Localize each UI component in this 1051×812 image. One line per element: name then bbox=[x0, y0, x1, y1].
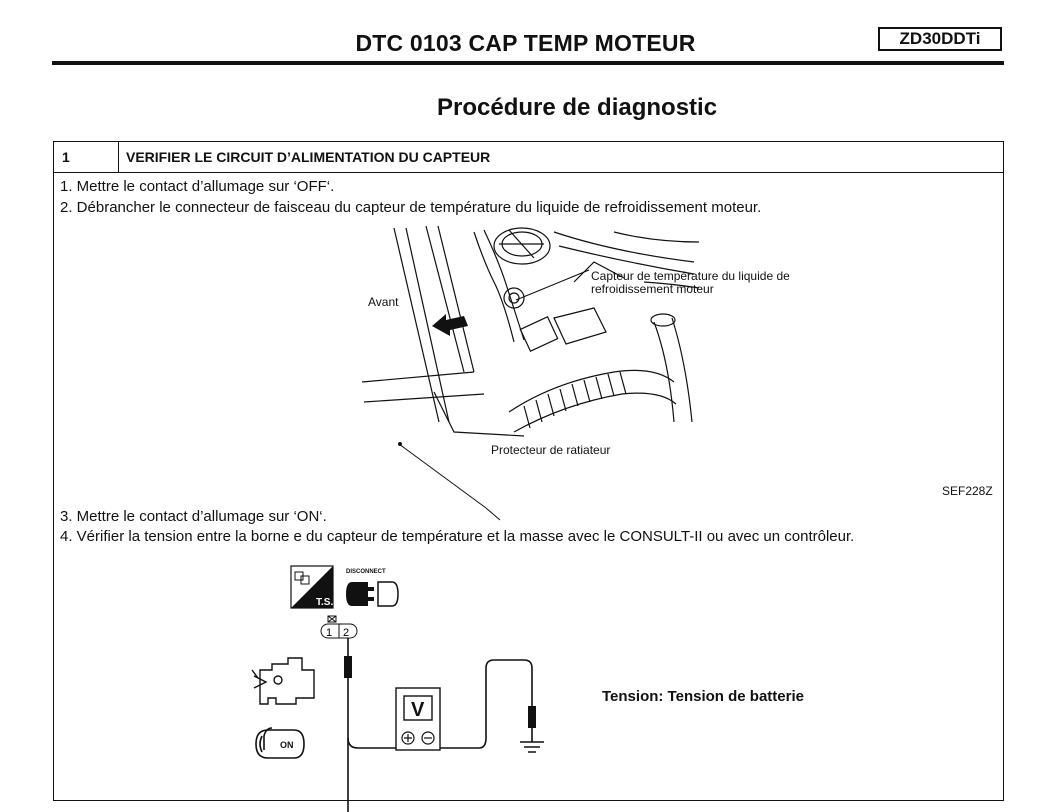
step-number: 1 bbox=[62, 149, 70, 165]
pin-2: 2 bbox=[343, 627, 350, 639]
instruction-1: 1. Mettre le contact d’allumage sur ‘OFF‘. bbox=[60, 178, 335, 195]
engine-code-badge: ZD30DDTi bbox=[878, 27, 1002, 51]
engine-bay-illustration bbox=[54, 222, 1004, 502]
title-rule bbox=[52, 61, 1004, 65]
step-header bbox=[54, 142, 1003, 173]
instruction-3: 3. Mettre le contact d’allumage sur ‘ON‘. bbox=[60, 508, 327, 525]
label-sensor-line1: Capteur de température du liquide de bbox=[591, 269, 790, 283]
pin-1: 1 bbox=[326, 627, 333, 639]
step-divider bbox=[118, 142, 119, 173]
diagnostic-step-table bbox=[53, 141, 1004, 801]
ignition-on-label: ON bbox=[280, 740, 294, 750]
label-front: Avant bbox=[368, 295, 399, 309]
step-title: VERIFIER LE CIRCUIT D’ALIMENTATION DU CAPTEUR bbox=[126, 149, 491, 165]
disconnect-label: DISCONNECT bbox=[346, 569, 386, 575]
disconnect-connector-icon bbox=[346, 582, 398, 606]
figure-code: SEF228Z bbox=[942, 484, 993, 498]
label-sensor-line2: refroidissement moteur bbox=[591, 282, 714, 296]
voltage-check-schematic bbox=[54, 552, 1004, 812]
section-title: Procédure de diagnostic bbox=[437, 94, 718, 121]
instruction-4: 4. Vérifier la tension entre la borne e du capteur de température et la masse avec le CONSULT-II ou avec un contrôleur. bbox=[60, 528, 855, 545]
label-protector: Protecteur de ratiateur bbox=[491, 443, 611, 457]
ts-label: T.S. bbox=[316, 597, 334, 608]
expected-result: Tension: Tension de batterie bbox=[602, 688, 804, 705]
instruction-2: 2. Débrancher le connecteur de faisceau du capteur de température du liquide de refroidissement moteur. bbox=[60, 199, 762, 216]
engine-icon bbox=[252, 658, 314, 704]
page-title: DTC 0103 CAP TEMP MOTEUR bbox=[355, 30, 696, 56]
voltmeter-label: V bbox=[411, 699, 425, 721]
ground-icon bbox=[520, 742, 544, 752]
